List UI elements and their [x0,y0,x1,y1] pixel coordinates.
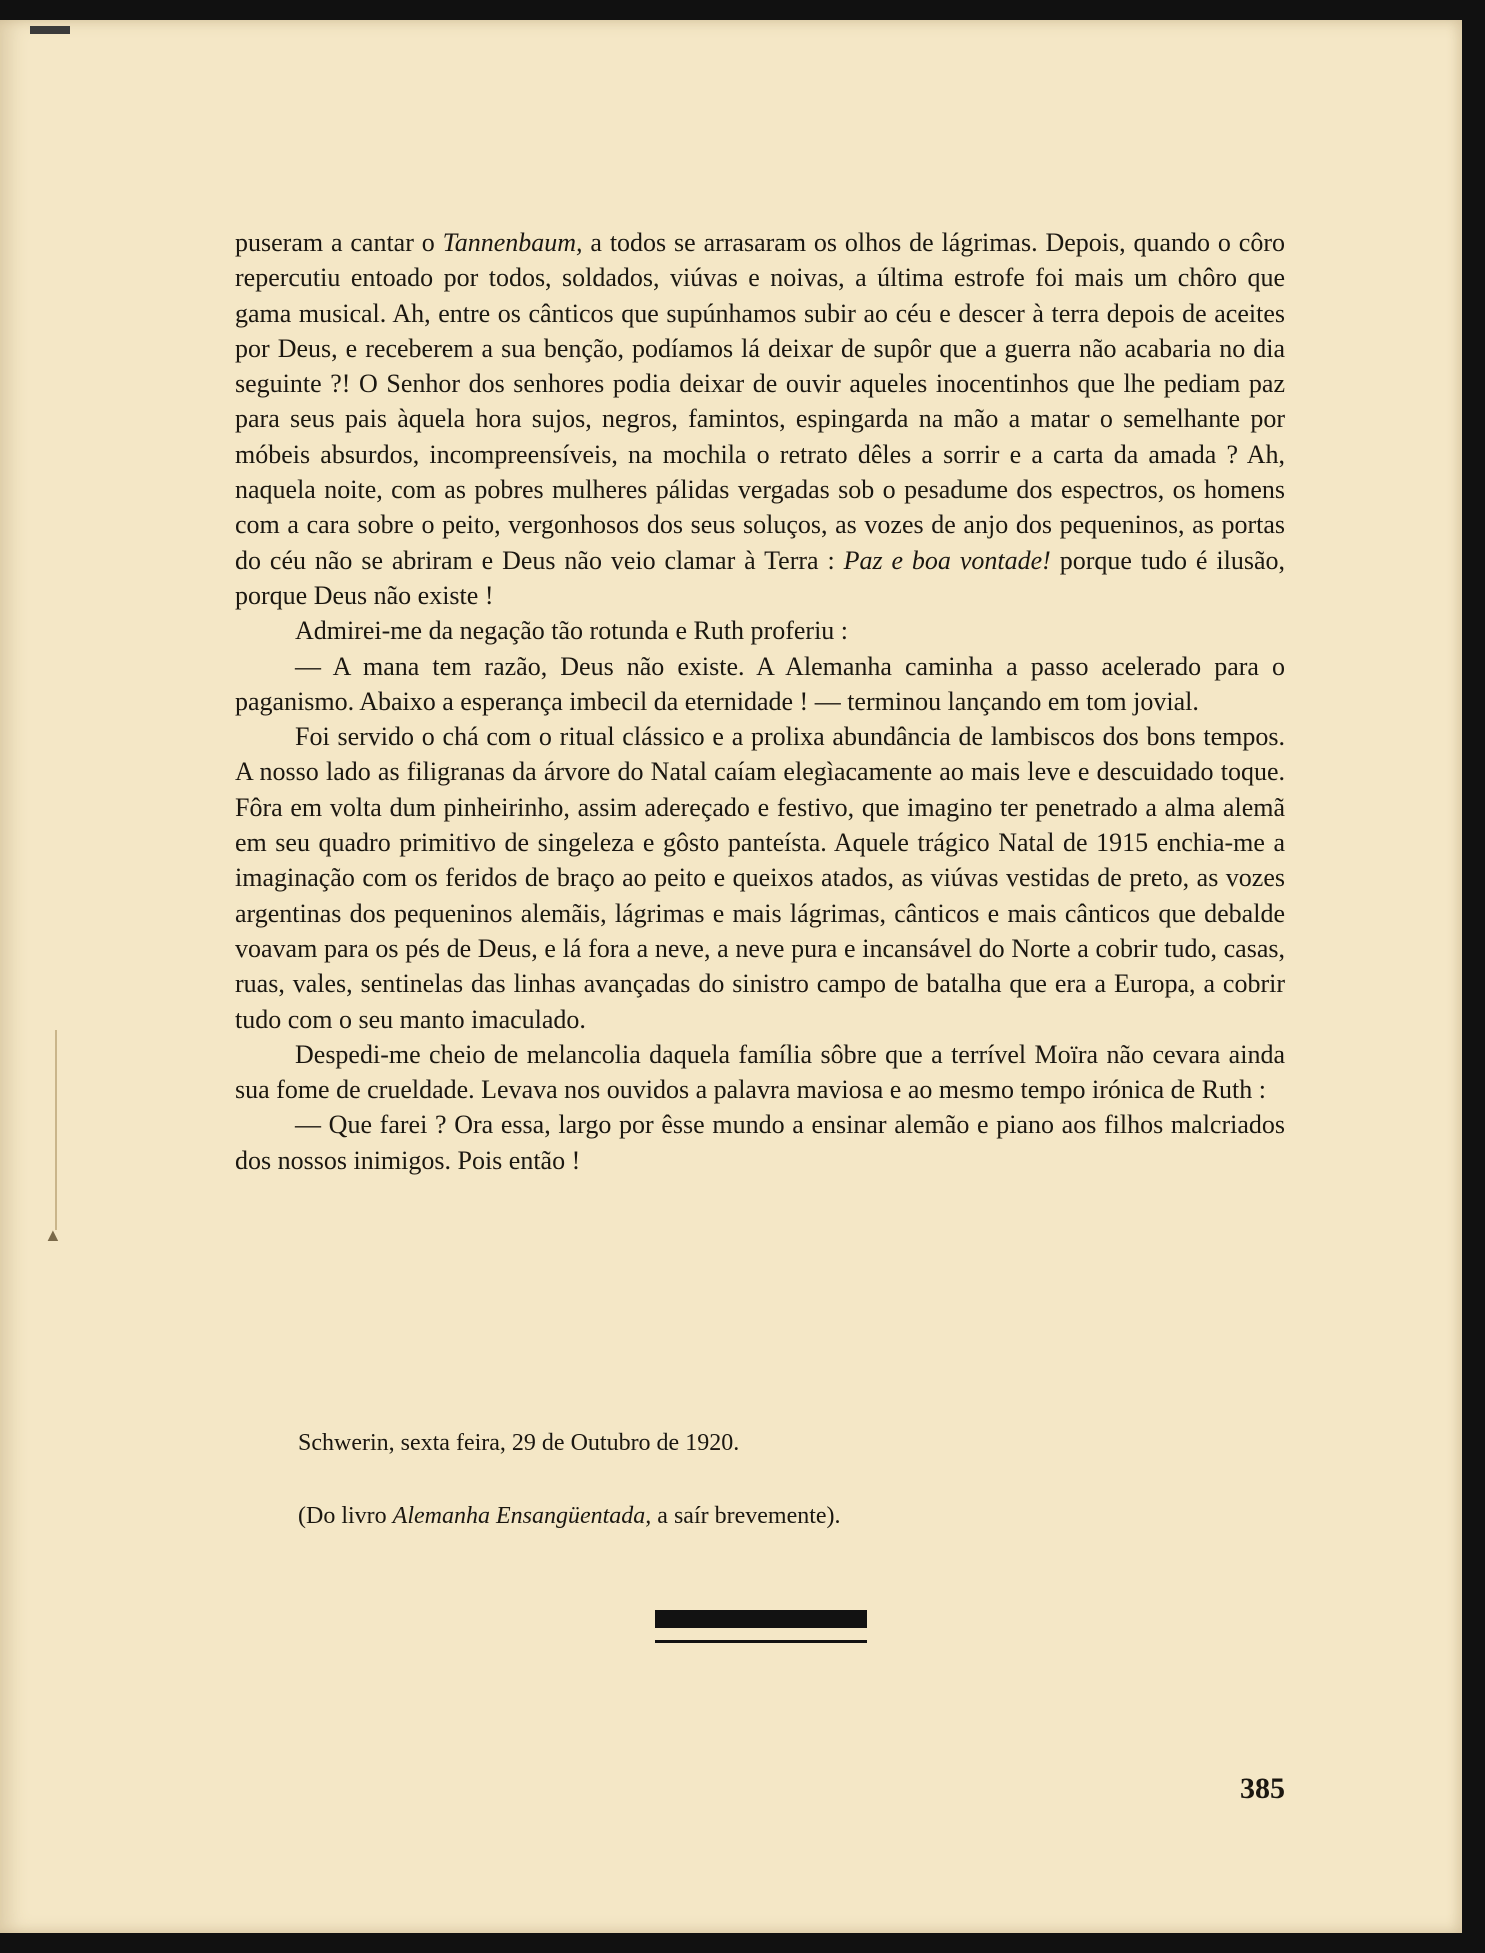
text-run: porque tudo é ilusão, porque Deus não existe ! [235,545,1285,610]
text-run: a todos se arrasaram os olhos de lágrimas. Depois, quando o côro repercutiu entoado por todos, soldados, viúvas e noivas, a última estrofe foi mais um chôro que gama musical. Ah, entre os cânticos que supúnhamos subir ao céu e descer à terra depois de aceites por Deus, e receberem a sua benção, podíamos lá deixar de supôr que a guerra não acabaria no dia seguinte ?! O Senhor dos senhores podia deixar de ouvir aqueles inocentinhos que lhe pediam paz para seus pais àquela hora sujos, negros, famintos, espingarda na mão a matar o semelhante por móbeis absurdos, incompreensíveis, na mochila o retrato dêles a sorrir e a carta da amada ? Ah, naquela noite, com as pobres mulheres pálidas vergadas sob o pesadume dos espectros, os homens com a cara sobre o peito, vergonhosos dos seus soluços, as vozes de anjo dos pequeninos, as portas do céu não se abriram e Deus não veio clamar à Terra : [235,228,1285,575]
italic-text: Paz e boa vontade! [843,545,1051,575]
source-suffix: a saír brevemente). [651,1503,841,1529]
source-note [298,1503,1198,1530]
source-book-title: Alemanha Ensangüentada, [392,1503,652,1529]
paragraph [235,1037,1285,1108]
italic-text: Tannenbaum, [442,228,583,257]
paragraph [235,649,1285,720]
page-edge-mark [30,26,70,34]
text-run: — A mana tem razão, Deus não existe. A Alemanha caminha a passo acelerado para o paganismo. Abaixo a esperança imbecil da eternidade ! — terminou lançando em tom jovial. [235,651,1285,716]
place-date-line: Schwerin, sexta feira, 29 de Outubro de 1920. [298,1430,740,1456]
end-rule-thick [655,1610,867,1628]
paragraph [235,225,1285,613]
text-run: Despedi-me cheio de melancolia daquela família sôbre que a terrível Moïra não cevara ainda sua fome de crueldade. Levava nos ouvidos a palavra maviosa e ao mesmo tempo irónica de Ruth : [235,1039,1285,1105]
text-run: Foi servido o chá com o ritual clássico e a prolixa abundância de lambiscos dos bons tempos. A nosso lado as filigranas da árvore do Natal caíam elegìacamente ao mais leve e descuidado toque. Fôra em volta dum pinheirinho, assim adereçado e festivo, que imagino ter penetrado a alma alemã em seu quadro primitivo de singeleza e gôsto panteísta. Aquele trágico Natal de 1915 enchia-me a imaginação com os feridos de braço ao peito e queixos atados, as viúvas vestidas de preto, as vozes argentinas dos pequeninos alemãis, lágrimas e mais lágrimas, cânticos e mais cânticos que debalde voavam para os pés de Deus, e lá fora a neve, a neve pura e incansável do Norte a cobrir tudo, casas, ruas, vales, sentinelas das linhas avançadas do sinistro campo de batalha que era a Europa, a cobrir tudo com o seu manto imaculado. [235,722,1285,1034]
end-rule-thin [655,1640,867,1643]
page-number: 385 [1240,1772,1285,1805]
book-page [0,20,1462,1933]
binding-line [55,1030,57,1230]
text-run: puseram a cantar o [235,228,443,257]
paragraph [235,719,1285,1037]
text-run: — Que farei ? Ora essa, largo por êsse mundo a ensinar alemão e piano aos filhos malcriados dos nossos inimigos. Pois então ! [235,1110,1285,1175]
paragraph [235,613,1285,648]
text-run: Admirei-me da negação tão rotunda e Ruth proferiu : [295,616,849,646]
paragraph [235,1107,1285,1178]
source-prefix: (Do livro [298,1503,393,1529]
body-text [235,225,1285,1178]
binding-mark: ▲ [44,1225,62,1245]
